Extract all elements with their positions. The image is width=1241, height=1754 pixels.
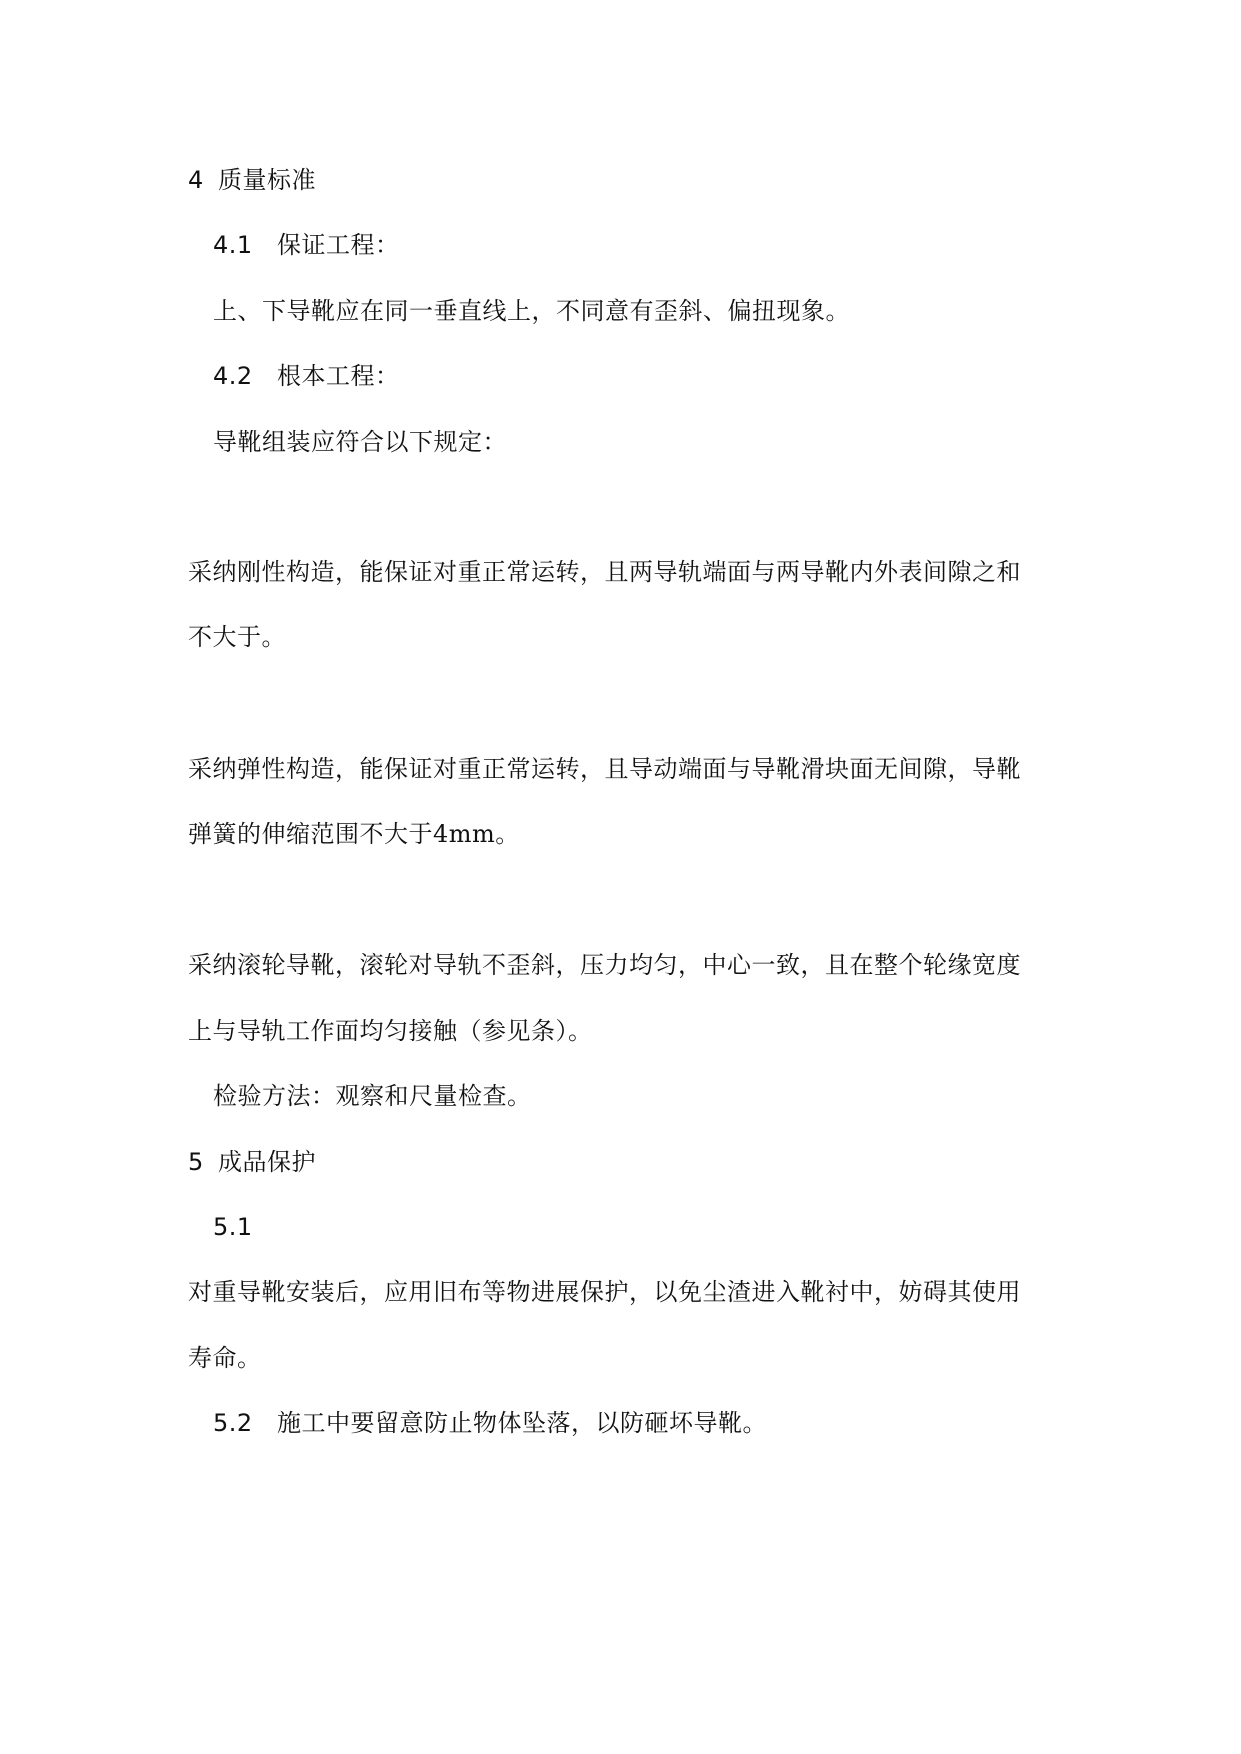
paragraph-line: 对重导靴安装后，应用旧布等物进展保护，以免尘渣进入靴衬中，妨碍其使用 bbox=[188, 1278, 1021, 1306]
paragraph-line: 上与导轨工作面均匀接触（参见条）。 bbox=[188, 1017, 593, 1045]
subsection-5-1-heading bbox=[213, 1212, 277, 1242]
subsection-number: 4.1 bbox=[213, 231, 253, 259]
subsection-title: 根本工程： bbox=[277, 362, 400, 390]
subsection-text: 施工中要留意防止物体坠落，以防砸坏导靴。 bbox=[277, 1409, 767, 1437]
section-4-heading bbox=[188, 165, 316, 195]
subsection-4-1-heading bbox=[213, 230, 400, 260]
subsection-5-2 bbox=[213, 1408, 767, 1438]
subsection-number: 5.1 bbox=[213, 1213, 253, 1241]
subsection-number: 5.2 bbox=[213, 1409, 253, 1437]
section-title: 成品保护 bbox=[218, 1148, 316, 1176]
paragraph-line: 不大于。 bbox=[188, 623, 286, 651]
section-5-heading bbox=[188, 1147, 316, 1177]
paragraph-line: 寿命。 bbox=[188, 1344, 262, 1372]
paragraph-line: 弹簧的伸缩范围不大于4mm。 bbox=[188, 820, 520, 848]
section-number: 5 bbox=[188, 1148, 204, 1176]
paragraph: 导靴组装应符合以下规定： bbox=[213, 428, 507, 456]
paragraph-line: 采纳滚轮导靴，滚轮对导轨不歪斜，压力均匀，中心一致，且在整个轮缘宽度 bbox=[188, 951, 1021, 979]
subsection-4-2-heading bbox=[213, 361, 400, 391]
paragraph-line: 采纳刚性构造，能保证对重正常运转，且两导轨端面与两导靴内外表间隙之和 bbox=[188, 558, 1021, 586]
paragraph-line: 采纳弹性构造，能保证对重正常运转，且导动端面与导靴滑块面无间隙，导靴 bbox=[188, 755, 1021, 783]
subsection-title: 保证工程： bbox=[277, 231, 400, 259]
paragraph: 检验方法：观察和尺量检查。 bbox=[213, 1082, 532, 1110]
section-number: 4 bbox=[188, 166, 204, 194]
section-title: 质量标准 bbox=[218, 166, 316, 194]
subsection-number: 4.2 bbox=[213, 362, 253, 390]
paragraph: 上、下导靴应在同一垂直线上，不同意有歪斜、偏扭现象。 bbox=[213, 297, 850, 325]
